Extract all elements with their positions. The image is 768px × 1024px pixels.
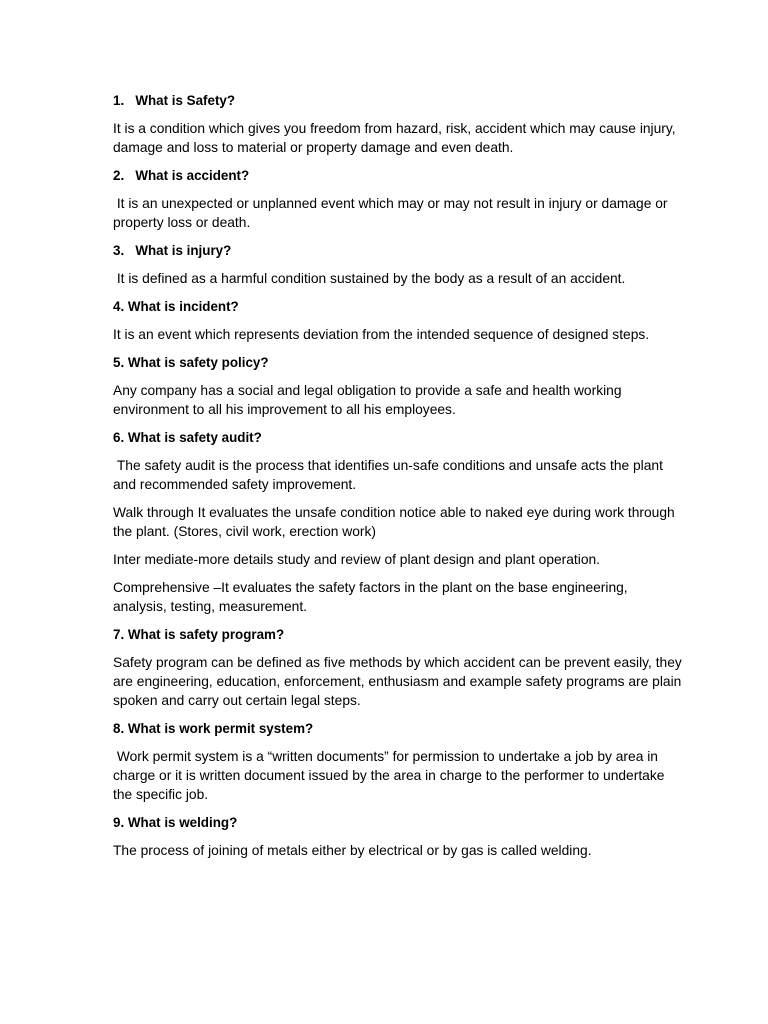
answer-paragraph: The safety audit is the process that identifies un-safe conditions and unsafe acts the plant and recommended safety improvement. (113, 458, 667, 492)
answer-paragraph: It is a condition which gives you freedom from hazard, risk, accident which may cause injury, damage and loss to material or property damage and even death. (113, 121, 680, 155)
question-heading: 5. What is safety policy? (113, 355, 269, 370)
question-heading: 1. What is Safety? (113, 93, 236, 108)
answer-paragraph: Any company has a social and legal obligation to provide a safe and health working environment to all his improvement to all his employees. (113, 383, 626, 417)
answer-paragraph: Walk through It evaluates the unsafe condition notice able to naked eye during work through the plant. (Stores, civil work, erection work) (113, 505, 679, 539)
question-heading: 7. What is safety program? (113, 627, 285, 642)
answer-paragraph: It is an unexpected or unplanned event which may or may not result in injury or damage or property loss or death. (113, 196, 672, 230)
question-heading: 2. What is accident? (113, 168, 250, 183)
answer-paragraph: The process of joining of metals either by electrical or by gas is called welding. (113, 843, 592, 858)
answer-paragraph: Inter mediate-more details study and review of plant design and plant operation. (113, 552, 601, 567)
answer-paragraph: Work permit system is a “written documents” for permission to undertake a job by area in charge or it is written document issued by the area in charge to the performer to undertake the specific job. (113, 749, 669, 802)
answer-paragraph: Safety program can be defined as five methods by which accident can be prevent easily, they are engineering, education, enforcement, enthusiasm and example safety programs are plain spoken and carry out certain legal steps. (113, 655, 686, 708)
answer-paragraph: Comprehensive –It evaluates the safety factors in the plant on the base engineering, analysis, testing, measurement. (113, 580, 632, 614)
question-heading: 4. What is incident? (113, 299, 239, 314)
answer-paragraph: It is an event which represents deviation from the intended sequence of designed steps. (113, 327, 650, 342)
question-heading: 8. What is work permit system? (113, 721, 314, 736)
answer-paragraph: It is defined as a harmful condition sustained by the body as a result of an accident. (113, 271, 626, 286)
question-heading: 3. What is injury? (113, 243, 232, 258)
question-heading: 9. What is welding? (113, 815, 238, 830)
question-heading: 6. What is safety audit? (113, 430, 262, 445)
document-page (113, 91, 686, 869)
